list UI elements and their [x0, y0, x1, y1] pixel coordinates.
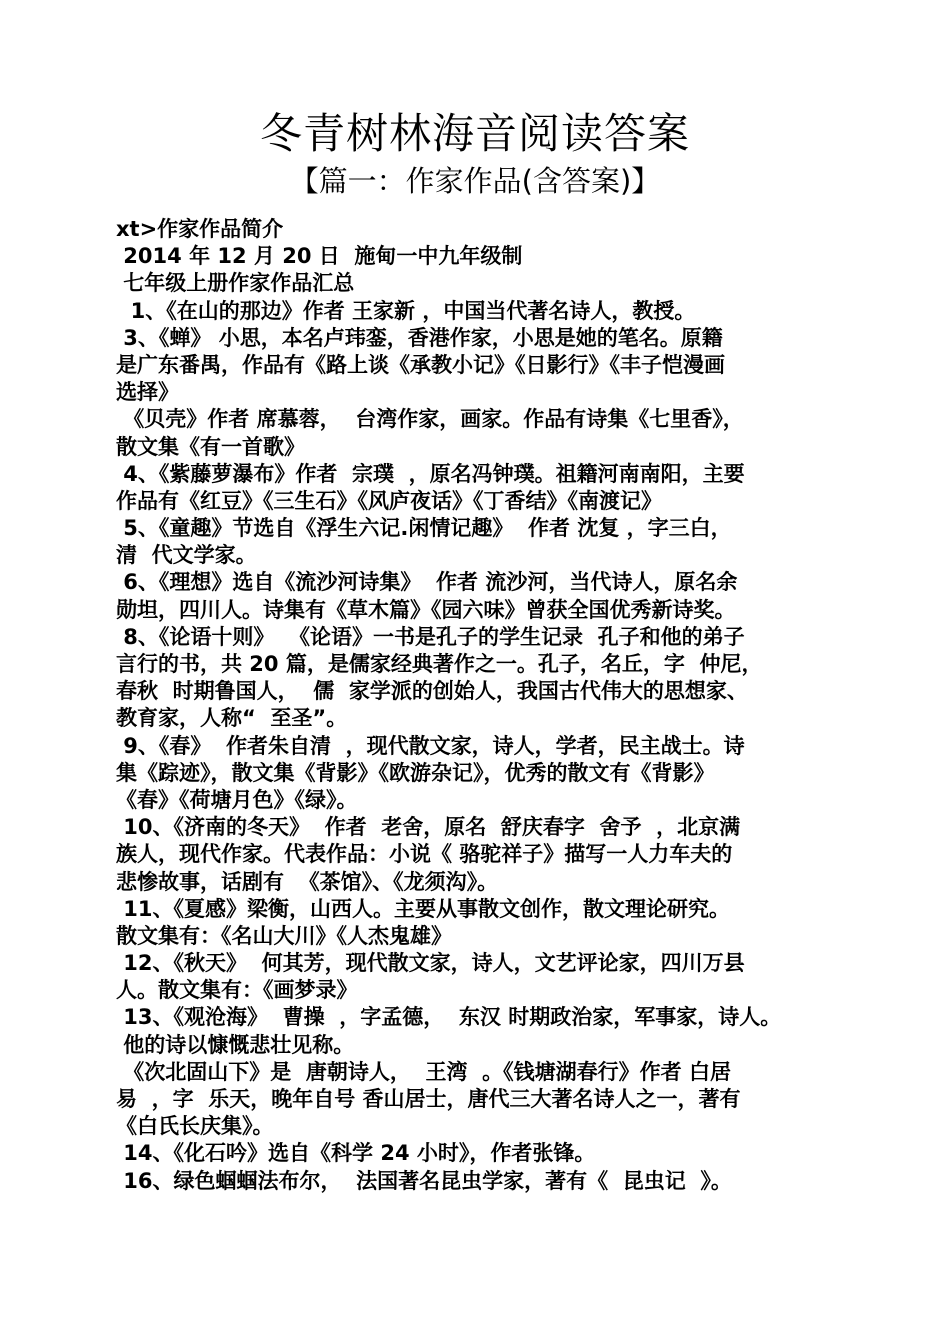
- text-line: 言行的书，共 20 篇，是儒家经典著作之一。孔子，名丘，字 仲尼，: [116, 652, 763, 676]
- text-line: 他的诗以慷慨悲壮见称。: [116, 1032, 355, 1057]
- text-line: 9、《春》 作者朱自清 ，现代散文家，诗人，学者，民主战士。诗: [116, 733, 745, 758]
- text-line: 悲惨故事，话剧有 《茶馆》、《龙须沟》。: [116, 869, 499, 894]
- text-line: 春秋 时期鲁国人， 儒 家学派的创始人，我国古代伟大的思想家、: [116, 679, 748, 704]
- text-line: 2014 年 12 月 20 日 施甸一中九年级制: [116, 244, 523, 269]
- text-line: 3、《蝉》 小思，本名卢玮銮，香港作家，小思是她的笔名。原籍: [116, 325, 723, 350]
- text-line: 《春》《荷塘月色》《绿》。: [116, 787, 358, 812]
- text-line: 8、《论语十则》 《论语》一书是孔子的学生记录 孔子和他的弟子: [116, 624, 745, 649]
- document-body: [116, 216, 846, 1195]
- document-title: 冬青树林海音阅读答案: [259, 109, 690, 158]
- text-line: 人。散文集有：《画梦录》: [116, 978, 358, 1003]
- text-line: 易 ，字 乐天，晚年自号 香山居士，唐代三大著名诗人之一，著有: [116, 1087, 741, 1111]
- text-line: 选择》: [116, 380, 179, 405]
- text-line: 是广东番禺，作品有《路上谈《承教小记》《日影行》《丰子恺漫画: [116, 352, 725, 377]
- text-line: 10、《济南的冬天》 作者 老舍，原名 舒庆春字 舍予 ，北京满: [116, 815, 741, 840]
- text-line: 勋坦，四川人。诗集有《草木篇》《园六味》曾获全国优秀新诗奖。: [116, 597, 736, 622]
- text-line: 《贝壳》作者 席慕蓉， 台湾作家，画家。作品有诗集《七里香》，: [116, 407, 744, 432]
- text-line: 1、《在山的那边》作者 王家新 ，中国当代著名诗人，教授。: [116, 298, 696, 323]
- text-line: 《白氏长庆集》。: [116, 1114, 274, 1139]
- text-line: 《次北固山下》是 唐朝诗人， 王湾 。《钱塘湖春行》作者 白居: [116, 1059, 731, 1084]
- text-line: 七年级上册作家作品汇总: [116, 271, 355, 296]
- text-line: 13、《观沧海》 曹操 ，字孟德， 东汉 时期政治家，军事家，诗人。: [116, 1005, 782, 1030]
- text-line: 4、《紫藤萝瀑布》作者 宗璞 ，原名冯钟璞。祖籍河南南阳，主要: [116, 461, 745, 486]
- text-line: 教育家，人称“ 至圣”。: [116, 706, 348, 731]
- text-line: 作品有《红豆》《三生石》《风庐夜话》《丁香结》《南渡记》: [116, 488, 662, 513]
- text-line: 12、《秋天》 何其芳，现代散文家，诗人，文艺评论家，四川万县: [116, 951, 745, 976]
- text-line: 14、《化石吟》选自《科学 24 小时》，作者张锋。: [116, 1141, 596, 1166]
- text-line: 族人，现代作家。代表作品：小说《 骆驼祥子》描写一人力车夫的: [116, 842, 733, 867]
- text-line: 6、《理想》选自《流沙河诗集》 作者 流沙河，当代诗人，原名余: [116, 570, 738, 595]
- text-line: xt>作家作品简介: [116, 217, 284, 241]
- text-line: 16、绿色蝈蝈法布尔， 法国著名昆虫学家，著有《 昆虫记 》。: [116, 1168, 732, 1193]
- text-line: 清 代文学家。: [116, 543, 257, 568]
- text-line: 散文集有：《名山大川》《人杰鬼雄》: [116, 923, 452, 948]
- text-line: 11、《夏感》梁衡，山西人。主要从事散文创作，散文理论研究。: [116, 896, 731, 921]
- text-line: 散文集《有一首歌》: [116, 434, 305, 459]
- text-line: 5、《童趣》节选自《浮生六记.闲情记趣》 作者 沈复 ，字三白，: [116, 516, 732, 541]
- text-line: 集《踪迹》，散文集《背影》《欧游杂记》，优秀的散文有《背影》: [116, 760, 715, 785]
- document-subtitle: 【篇一：作家作品(含答案)】: [289, 164, 661, 198]
